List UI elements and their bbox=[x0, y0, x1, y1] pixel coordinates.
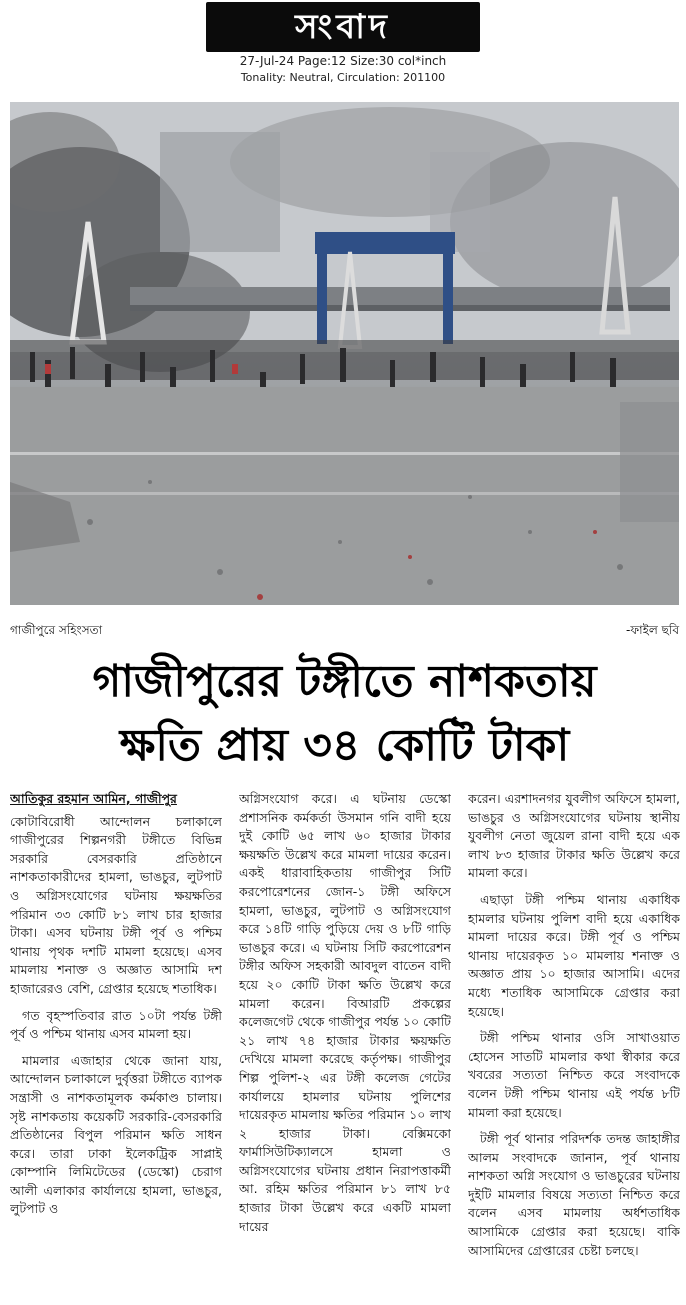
photo-caption: গাজীপুরে সহিংসতা bbox=[10, 623, 103, 637]
clipping-meta-date-page: 27-Jul-24 Page:12 Size:30 col*inch bbox=[239, 54, 447, 68]
paragraph: করেন। এরশাদনগর যুবলীগ অফিসে হামলা, ভাঙচুর ও অগ্নিসংযোগের ঘটনায় স্থানীয় যুবলীগ নেতা জুয়েল রানা বাদী হয়ে এক লাখ ৮৩ হাজার টাকার ক্ষতি উল্লেখ করে মামলা করে। bbox=[468, 791, 680, 881]
article-column-2 bbox=[239, 790, 451, 1300]
paragraph: এছাড়া টঙ্গী পশ্চিম থানায় একাধিক হামলার ঘটনায় পুলিশ বাদী হয়ে একাধিক মামলা দায়ের করে। টঙ্গী পূর্ব ও পশ্চিম থানায় দায়েরকৃত ১০ মামলায় শনাক্ত ও অজ্ঞাত প্রায় ১০ হাজার আসামি। এদের মধ্যে শতাধিক আসামিকে গ্রেপ্তার করা হয়েছে। bbox=[468, 891, 680, 1019]
article-column-3 bbox=[468, 790, 680, 1300]
news-photo bbox=[10, 102, 679, 605]
photo-credit: -ফাইল ছবি bbox=[626, 623, 679, 637]
paragraph: টঙ্গী পূর্ব থানার পরিদর্শক তদন্ত জাহাঙ্গীর আলম সংবাদকে জানান, পূর্ব থানায় নাশকতা অগ্নি সংযোগ ও ভাঙচুরের ঘটনায় দুইটি মামলার বিষয়ে সত্যতা নিশ্চিত করে বলেন এসব মামলায় অর্ধশতাধিক আসামিকে গ্রেপ্তার করা হয়েছে। বাকি আসামিদের গ্রেপ্তারের চেষ্টা চলছে। bbox=[468, 1131, 680, 1258]
headline-line-1: গাজীপুরের টঙ্গীতে নাশকতায় bbox=[92, 656, 597, 707]
newspaper-logo: সংবাদ bbox=[206, 2, 480, 52]
headline bbox=[10, 650, 679, 778]
paragraph: মামলার এজাহার থেকে জানা যায়, আন্দোলন চলাকালে দুর্বৃত্তরা টঙ্গীতে ব্যাপক সন্ত্রাসী ও নাশকতামূলক কর্মকাণ্ড চালায়। সৃষ্ট নাশকতায় কয়েকটি সরকারি-বেসরকারি প্রতিষ্ঠানের বিপুল পরিমান ক্ষতি সাধন করে। তারা ঢাকা ইলেকট্রিক সাপ্লাই কোম্পানি লিমিটেডের (ডেস্কো) চেরাগ আলী এলাকার কার্যালয়ে হামলা, ভাঙচুর, লুটপাট ও bbox=[10, 1052, 222, 1217]
article-column-1 bbox=[10, 790, 222, 1300]
headline-line-2: ক্ষতি প্রায় ৩৪ কোটি টাকা bbox=[119, 720, 570, 771]
article-body bbox=[10, 790, 679, 1300]
paragraph: অগ্নিসংযোগ করে। এ ঘটনায় ডেস্কো প্রশাসনিক কর্মকর্তা উসমান গনি বাদী হয়ে দুই কোটি ৬৫ লাখ ৬০ হাজার টাকার ক্ষয়ক্ষতি উল্লেখ করে মামলা দায়ের করেন। একই ধারাবাহিকতায় গাজীপুর সিটি করপোরেশনের জোন-১ টঙ্গী অফিসে হামলা, ভাঙচুর, লুটপাট ও অগ্নিসংযোগ করে ১৪টি গাড়ি পুড়িয়ে দেয় ও ৮টি গাড়ি ভাঙচুর করে। এ ঘটনায় সিটি করপোরেশন টঙ্গীর অফিস সহকারী আবদুল বাতেন বাদী হয়ে ২০ কোটি টাকা ক্ষতি উল্লেখ করে মামলা করেন। বিআরটি প্রকল্পের কলেজগেট থেকে গাজীপুর পর্যন্ত ১০ কোটি ২১ লাখ ৭৪ হাজার টাকার ক্ষয়ক্ষতি দেখিয়ে মামলা করেছে কর্তৃপক্ষ। গাজীপুর শিল্প পুলিশ-২ এর টঙ্গী কলেজ গেটের কার্যালয়ে হামলার ঘটনায় পুলিশের দায়েরকৃত মামলায় ক্ষতির পরিমান ১০ লাখ ২ হাজার টাকা। বেক্সিমকো ফার্মাসিউটিক্যালসে হামলা ও অগ্নিসংযোগের ঘটনায় প্রধান নিরাপত্তাকর্মী আ. রহিম ক্ষতির পরিমান ৮১ লাখ ৮৫ হাজার টাকা উল্লেখ করে একটি মামলা দায়ের bbox=[239, 791, 451, 1234]
photo-captions bbox=[10, 622, 679, 638]
paragraph: গত বৃহস্পতিবার রাত ১০টা পর্যন্ত টঙ্গী পূর্ব ও পশ্চিম থানায় এসব মামলা হয়। bbox=[10, 1007, 222, 1042]
byline: আতিকুর রহমান আমিন, গাজীপুর bbox=[10, 791, 177, 806]
clipping-meta-tonality: Tonality: Neutral, Circulation: 201100 bbox=[240, 71, 446, 84]
masthead bbox=[0, 0, 686, 98]
paragraph: টঙ্গী পশ্চিম থানার ওসি সাখাওয়াত হোসেন সাতটি মামলার কথা স্বীকার করে খবরের সত্যতা নিশ্চিত করে সংবাদকে বলেন টঙ্গী পশ্চিম থানায় এই পর্যন্ত ৮টি মামলা করা হয়েছে। bbox=[468, 1030, 680, 1120]
paragraph: কোটাবিরোধী আন্দোলন চলাকালে গাজীপুরের শিল্পনগরী টঙ্গীতে বিভিন্ন সরকারি বেসরকারি প্রতিষ্ঠানে নাশকতাকারীদের হামলা, ভাঙচুর, লুটপাট ও অগ্নিসংযোগের ঘটনায় ক্ষয়ক্ষতির পরিমান ৩৩ কোটি ৮১ লাখ চার হাজার টাকা। এসব ঘটনায় টঙ্গী পূর্ব ও পশ্চিম থানায় পৃথক দশটি মামলা হয়েছে। এসব মামলায় শনাক্ত ও অজ্ঞাত আসামি দশ হাজারেরও বেশি, গ্রেপ্তার হয়েছে শতাধিক। bbox=[10, 813, 222, 996]
